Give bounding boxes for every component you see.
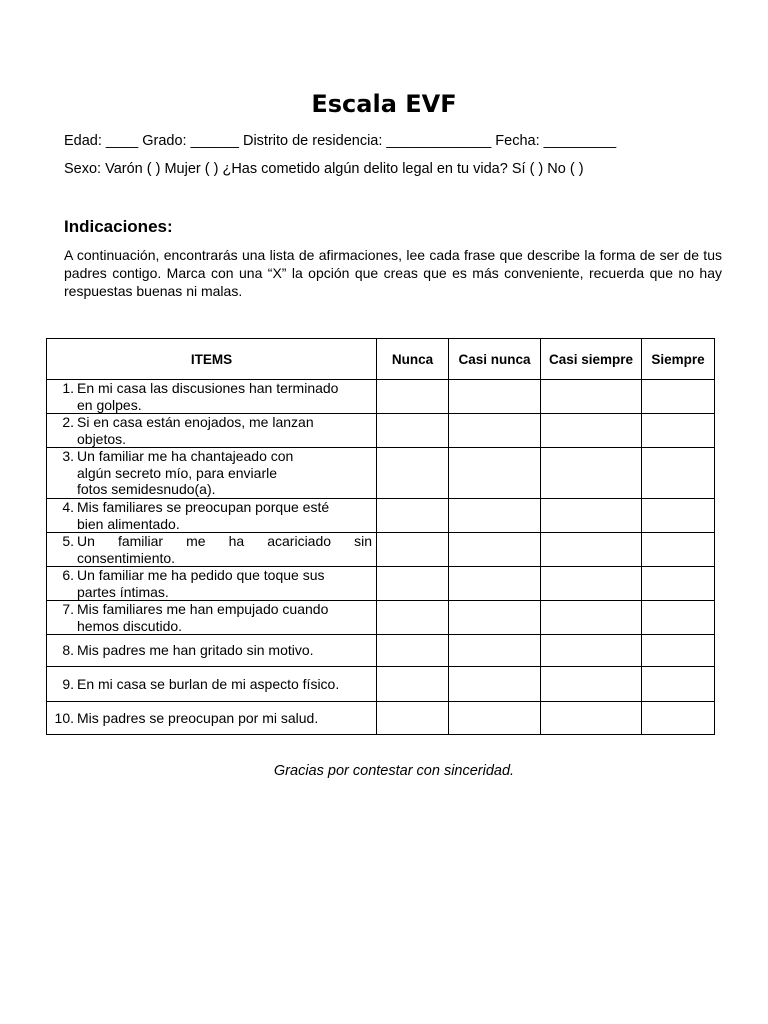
item-text (77, 642, 372, 659)
answer-cell-siempre[interactable] (642, 414, 715, 448)
item-content (50, 533, 372, 566)
answer-cell-nunca[interactable] (377, 667, 449, 702)
item-number: 9. (62, 675, 74, 692)
answer-cell-casi-siempre[interactable] (541, 601, 642, 635)
table-row (47, 635, 715, 667)
page-title: Escala EVF (311, 90, 457, 118)
answer-cell-casi-nunca[interactable] (449, 448, 541, 499)
table-row (47, 567, 715, 601)
item-number: 4. (62, 499, 74, 515)
item-cell (47, 380, 377, 414)
item-number: 10. (54, 709, 74, 726)
answer-cell-casi-nunca[interactable] (449, 667, 541, 702)
item-text (77, 499, 372, 532)
item-text (77, 710, 372, 727)
item-cell (47, 635, 377, 667)
answer-cell-casi-siempre[interactable] (541, 380, 642, 414)
item-content (50, 710, 372, 727)
item-content (50, 676, 372, 693)
answer-cell-siempre[interactable] (642, 702, 715, 735)
item-text (77, 567, 372, 600)
item-text-line: consentimiento. (77, 549, 176, 566)
table-header-row (47, 339, 715, 380)
answer-cell-casi-siempre[interactable] (541, 448, 642, 499)
item-content (50, 499, 372, 532)
item-text-line: Mis padres me han gritado sin motivo. (77, 642, 314, 659)
item-text-line: Un familiar me ha acariciado sin (77, 533, 372, 549)
answer-cell-nunca[interactable] (377, 448, 449, 499)
answer-cell-siempre[interactable] (642, 499, 715, 533)
item-text (77, 380, 372, 413)
item-content (50, 380, 372, 413)
answer-cell-nunca[interactable] (377, 702, 449, 735)
item-text-line: bien alimentado. (77, 515, 180, 532)
answer-cell-nunca[interactable] (377, 567, 449, 601)
personal-info-line: Edad: ____ Grado: ______ Distrito de residencia: _____________ Fecha: _________ (64, 133, 617, 149)
item-cell (47, 414, 377, 448)
answer-cell-casi-nunca[interactable] (449, 499, 541, 533)
answer-cell-nunca[interactable] (377, 533, 449, 567)
closing-note: Gracias por contestar con sinceridad. (273, 763, 515, 779)
item-cell (47, 448, 377, 499)
item-text-line: en golpes. (77, 396, 142, 413)
answer-cell-casi-siempre[interactable] (541, 567, 642, 601)
item-content (50, 414, 372, 447)
table-row (47, 533, 715, 567)
answer-cell-siempre[interactable] (642, 380, 715, 414)
table-row (47, 702, 715, 735)
item-text-line: partes íntimas. (77, 583, 169, 600)
column-header-items: ITEMS (47, 339, 377, 380)
answer-cell-casi-siempre[interactable] (541, 499, 642, 533)
survey-table (46, 338, 715, 735)
column-header-casi-nunca: Casi nunca (449, 339, 541, 380)
answer-cell-siempre[interactable] (642, 635, 715, 667)
item-text (77, 448, 372, 498)
table-body (47, 380, 715, 735)
answer-cell-siempre[interactable] (642, 448, 715, 499)
answer-cell-casi-nunca[interactable] (449, 601, 541, 635)
demographic-question-line: Sexo: Varón ( ) Mujer ( ) ¿Has cometido algún delito legal en tu vida? Sí ( ) No ( ) (64, 161, 584, 177)
item-number: 2. (62, 414, 74, 430)
answer-cell-casi-siempre[interactable] (541, 414, 642, 448)
item-text-line: Mis padres se preocupan por mi salud. (77, 709, 319, 726)
answer-cell-casi-nunca[interactable] (449, 635, 541, 667)
answer-cell-casi-nunca[interactable] (449, 702, 541, 735)
item-text (77, 533, 372, 566)
answer-cell-casi-nunca[interactable] (449, 414, 541, 448)
table-row (47, 499, 715, 533)
item-text (77, 601, 372, 634)
item-text-line: algún secreto mío, para enviarle (77, 464, 277, 481)
item-cell (47, 702, 377, 735)
item-text-line: Mis familiares se preocupan porque esté (77, 499, 330, 515)
table-row (47, 601, 715, 635)
item-text-line: hemos discutido. (77, 617, 183, 634)
answer-cell-casi-siempre[interactable] (541, 667, 642, 702)
item-text (77, 676, 372, 693)
column-header-siempre: Siempre (642, 339, 715, 380)
item-cell (47, 601, 377, 635)
item-cell (47, 567, 377, 601)
column-header-nunca: Nunca (377, 339, 449, 380)
item-cell (47, 667, 377, 702)
item-text-line: fotos semidesnudo(a). (77, 481, 216, 498)
answer-cell-casi-nunca[interactable] (449, 533, 541, 567)
item-text-line: objetos. (77, 430, 127, 447)
answer-cell-nunca[interactable] (377, 414, 449, 448)
item-content (50, 448, 372, 498)
instructions-heading: Indicaciones: (64, 217, 173, 236)
answer-cell-siempre[interactable] (642, 601, 715, 635)
answer-cell-casi-siempre[interactable] (541, 702, 642, 735)
answer-cell-siempre[interactable] (642, 533, 715, 567)
answer-cell-casi-nunca[interactable] (449, 567, 541, 601)
item-text (77, 414, 372, 447)
answer-cell-siempre[interactable] (642, 667, 715, 702)
item-number: 3. (62, 448, 74, 465)
answer-cell-casi-nunca[interactable] (449, 380, 541, 414)
answer-cell-casi-siempre[interactable] (541, 635, 642, 667)
instructions-paragraph: A continuación, encontrarás una lista de afirmaciones, lee cada frase que describe la forma de ser de tus padres contigo. Marca con una “X” la opción que creas que es más conveniente, recuerda que no hay respuestas buenas ni malas. (64, 247, 722, 299)
item-content (50, 567, 372, 600)
item-cell (47, 499, 377, 533)
table-row (47, 380, 715, 414)
answer-cell-siempre[interactable] (642, 567, 715, 601)
answer-cell-nunca[interactable] (377, 601, 449, 635)
item-text-line: En mi casa se burlan de mi aspecto físico. (77, 675, 340, 692)
item-number: 6. (62, 567, 74, 583)
item-content (50, 642, 372, 659)
table-row (47, 414, 715, 448)
item-number: 5. (62, 533, 74, 549)
item-number: 7. (62, 601, 74, 617)
table-row (47, 667, 715, 702)
answer-cell-nunca[interactable] (377, 380, 449, 414)
item-number: 8. (62, 642, 74, 659)
item-number: 1. (62, 380, 74, 396)
item-text-line: Un familiar me ha pedido que toque sus (77, 567, 325, 583)
answer-cell-nunca[interactable] (377, 635, 449, 667)
item-text-line: Mis familiares me han empujado cuando (77, 601, 329, 617)
item-cell (47, 533, 377, 567)
answer-cell-casi-siempre[interactable] (541, 533, 642, 567)
item-content (50, 601, 372, 634)
item-text-line: Si en casa están enojados, me lanzan (77, 414, 314, 430)
answer-cell-nunca[interactable] (377, 499, 449, 533)
column-header-casi-siempre: Casi siempre (541, 339, 642, 380)
item-text-line: Un familiar me ha chantajeado con (77, 448, 294, 465)
table-row (47, 448, 715, 499)
item-text-line: En mi casa las discusiones han terminado (77, 380, 339, 396)
